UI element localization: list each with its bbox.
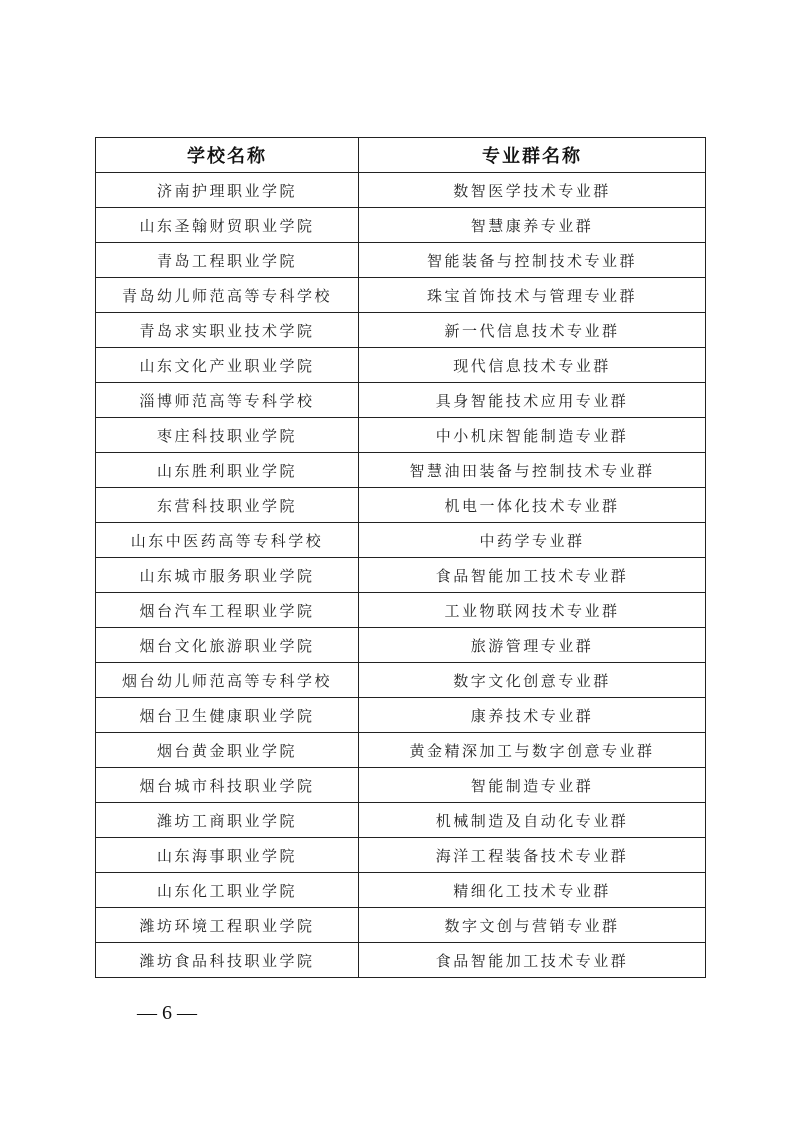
school-name-cell: 烟台卫生健康职业学院 (96, 698, 359, 733)
table-row (96, 418, 706, 453)
school-name-cell: 淄博师范高等专科学校 (96, 383, 359, 418)
program-group-cell: 珠宝首饰技术与管理专业群 (359, 278, 706, 313)
program-group-cell: 黄金精深加工与数字创意专业群 (359, 733, 706, 768)
school-name-cell: 青岛幼儿师范高等专科学校 (96, 278, 359, 313)
school-name-cell: 山东圣翰财贸职业学院 (96, 208, 359, 243)
school-name-cell: 枣庄科技职业学院 (96, 418, 359, 453)
school-name-cell: 山东文化产业职业学院 (96, 348, 359, 383)
school-name-cell: 山东化工职业学院 (96, 873, 359, 908)
table-row (96, 768, 706, 803)
school-name-cell: 山东海事职业学院 (96, 838, 359, 873)
school-name-cell: 烟台黄金职业学院 (96, 733, 359, 768)
table-row (96, 803, 706, 838)
school-name-cell: 济南护理职业学院 (96, 173, 359, 208)
table-row (96, 698, 706, 733)
program-group-cell: 智能制造专业群 (359, 768, 706, 803)
program-group-cell: 现代信息技术专业群 (359, 348, 706, 383)
program-group-cell: 机械制造及自动化专业群 (359, 803, 706, 838)
school-name-cell: 山东城市服务职业学院 (96, 558, 359, 593)
school-name-cell: 潍坊环境工程职业学院 (96, 908, 359, 943)
table-row (96, 453, 706, 488)
program-group-cell: 中药学专业群 (359, 523, 706, 558)
header-program-group: 专业群名称 (359, 138, 706, 173)
school-name-cell: 烟台汽车工程职业学院 (96, 593, 359, 628)
table-row (96, 873, 706, 908)
school-name-cell: 潍坊食品科技职业学院 (96, 943, 359, 978)
header-school-name: 学校名称 (96, 138, 359, 173)
page-number: — 6 — (137, 1002, 197, 1024)
program-group-cell: 新一代信息技术专业群 (359, 313, 706, 348)
program-group-cell: 智能装备与控制技术专业群 (359, 243, 706, 278)
table-row (96, 628, 706, 663)
table-row (96, 523, 706, 558)
table-body (96, 173, 706, 978)
program-group-cell: 工业物联网技术专业群 (359, 593, 706, 628)
school-name-cell: 东营科技职业学院 (96, 488, 359, 523)
table-row (96, 908, 706, 943)
school-name-cell: 青岛求实职业技术学院 (96, 313, 359, 348)
table-row (96, 383, 706, 418)
school-name-cell: 烟台文化旅游职业学院 (96, 628, 359, 663)
program-group-cell: 具身智能技术应用专业群 (359, 383, 706, 418)
school-name-cell: 山东胜利职业学院 (96, 453, 359, 488)
program-group-cell: 旅游管理专业群 (359, 628, 706, 663)
program-group-cell: 数字文化创意专业群 (359, 663, 706, 698)
table-row (96, 838, 706, 873)
program-group-cell: 智慧油田装备与控制技术专业群 (359, 453, 706, 488)
school-name-cell: 青岛工程职业学院 (96, 243, 359, 278)
table-row (96, 488, 706, 523)
program-group-cell: 智慧康养专业群 (359, 208, 706, 243)
table-row (96, 593, 706, 628)
program-group-cell: 精细化工技术专业群 (359, 873, 706, 908)
table-row (96, 348, 706, 383)
table-row (96, 943, 706, 978)
school-name-cell: 烟台幼儿师范高等专科学校 (96, 663, 359, 698)
table-row (96, 733, 706, 768)
school-name-cell: 烟台城市科技职业学院 (96, 768, 359, 803)
program-group-cell: 食品智能加工技术专业群 (359, 558, 706, 593)
program-group-cell: 海洋工程装备技术专业群 (359, 838, 706, 873)
program-group-cell: 数字文创与营销专业群 (359, 908, 706, 943)
program-group-cell: 机电一体化技术专业群 (359, 488, 706, 523)
school-name-cell: 潍坊工商职业学院 (96, 803, 359, 838)
table-row (96, 278, 706, 313)
program-group-cell: 康养技术专业群 (359, 698, 706, 733)
table-row (96, 208, 706, 243)
table-row (96, 313, 706, 348)
program-group-cell: 数智医学技术专业群 (359, 173, 706, 208)
program-group-cell: 中小机床智能制造专业群 (359, 418, 706, 453)
school-program-table (95, 137, 706, 978)
table-row (96, 173, 706, 208)
table-row (96, 663, 706, 698)
table-row (96, 243, 706, 278)
school-name-cell: 山东中医药高等专科学校 (96, 523, 359, 558)
table-header-row (96, 138, 706, 173)
program-group-cell: 食品智能加工技术专业群 (359, 943, 706, 978)
table-row (96, 558, 706, 593)
